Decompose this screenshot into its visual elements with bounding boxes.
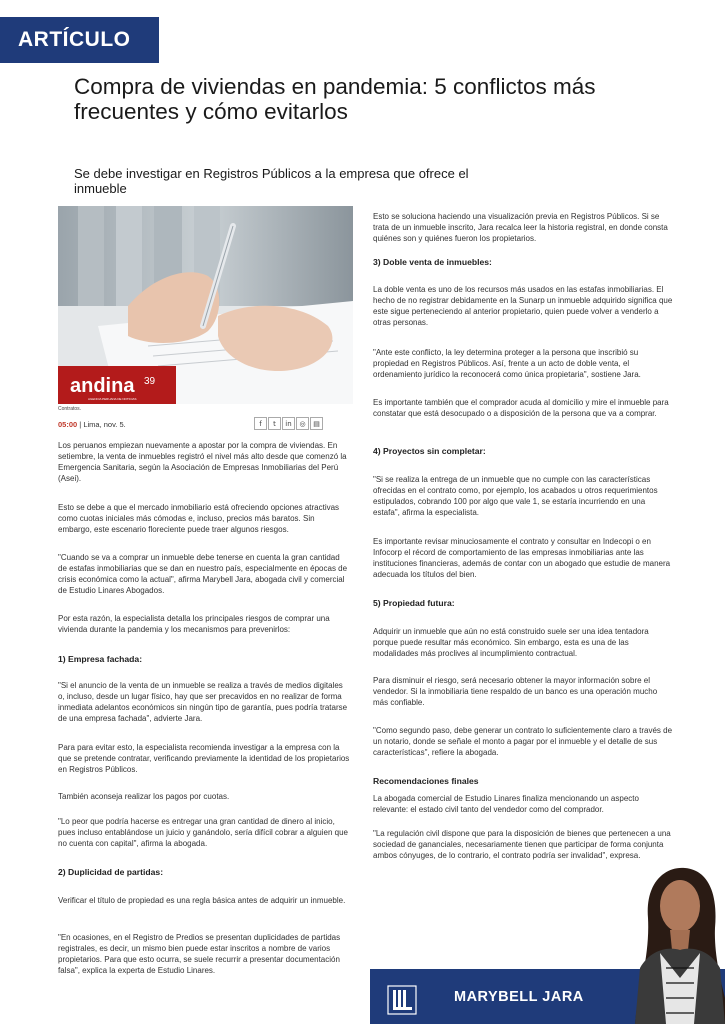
paragraph: Es importante también que el comprador acuda al domicilio y mire el inmueble para constatar que está desocupado o a disposición de la persona que va a comprar. xyxy=(373,398,669,418)
estudio-linares-logo-icon xyxy=(387,985,417,1015)
paragraph: "Si se realiza la entrega de un inmueble que no cumple con las características ofrecidas en el contrato como, por ejemplo, los acabados u otros requerimientos estipulados, cobrando 100 por algo que vale 1, se estaría incurriendo en una estafa", afirma la especialista. xyxy=(373,475,658,517)
twitter-icon[interactable]: t xyxy=(268,417,281,430)
paragraph: La abogada comercial de Estudio Linares finaliza mencionando un aspecto relevante: el estado civil tanto del vendedor como del comprador. xyxy=(373,794,639,814)
section-label: ARTÍCULO xyxy=(0,17,159,63)
paragraph: "La regulación civil dispone que para la disposición de bienes que pertenecen a una sociedad de gananciales, necesariamente tienen que participar de forma conjunta ambos cónyuges, de lo contrario, el contrato podría ser invalidad", expresa. xyxy=(373,829,671,860)
facebook-icon[interactable]: f xyxy=(254,417,267,430)
dateline-time: 05:00 xyxy=(58,420,78,429)
linkedin-icon[interactable]: in xyxy=(282,417,295,430)
paragraph: Para para evitar esto, la especialista recomienda investigar a la empresa con la que se pretende contratar, verificando previamente la identidad de los propietarios en Registros Públicos. xyxy=(58,743,350,774)
contract-signing-illustration xyxy=(58,206,353,404)
andina-logo-tagline: AGENCIA PERUANA DE NOTICIAS xyxy=(88,397,137,401)
paragraph: "En ocasiones, en el Registro de Predios se presentan duplicidades de partidas registrales, es decir, un mismo bien puede estar inscritos a nombre de varios propietarios. Para que esto ocurra, se suele recurrir a presentar documentación falsa", explica la experta de Estudio Linares. xyxy=(58,933,341,975)
section-heading: Recomendaciones finales xyxy=(373,776,479,786)
article-photo xyxy=(58,206,353,404)
paragraph: Para disminuir el riesgo, será necesario obtener la mayor información sobre el vendedor. Si la inmobiliaria tiene respaldo de un banco es una operación mucho más confiable. xyxy=(373,676,658,707)
section-heading: 5) Propiedad futura: xyxy=(373,598,455,608)
paragraph: Los peruanos empiezan nuevamente a apostar por la compra de viviendas. En setiembre, la venta de inmuebles registró el nivel más alto desde que comenzó la Emergencia Sanitaria, según la Asociación de Empresas Inmobiliarias del Perú (Asei). xyxy=(58,441,347,483)
author-name: MARYBELL JARA xyxy=(454,989,584,1005)
paragraph: Por esta razón, la especialista detalla los principales riesgos de comprar una vivienda durante la pandemia y los mecanismos para prevenirlos: xyxy=(58,614,330,634)
section-heading: 4) Proyectos sin completar: xyxy=(373,446,486,456)
paragraph: "Cuando se va a comprar un inmueble debe tenerse en cuenta la gran cantidad de estafas inmobiliarias que se dan en nuestro país, especialmente en épocas de crisis económica como la actual", afirma Marybell Jara, abogada civil y comercial de Estudio Linares Abogados. xyxy=(58,553,348,595)
share-bar xyxy=(254,417,323,430)
paragraph: La doble venta es uno de los recursos más usados en las estafas inmobiliarias. El hecho de no registrar debidamente en la Sunarp un inmueble adquirido significa que este sigue perteneciendo al anterior propietario, quien puede volver a venderlo a otras personas. xyxy=(373,285,673,327)
paragraph: Esto se soluciona haciendo una visualización previa en Registros Públicos. Si se trata de un inmueble inscrito, Jara recalca leer la historia registral, en donde consta quiénes son y quiénes fueron los propietarios. xyxy=(373,212,668,243)
andina-logo-number: 39 xyxy=(144,376,156,387)
andina-logo-text: andina xyxy=(70,375,135,397)
paragraph: "Si el anuncio de la venta de un inmueble se realiza a través de medios digitales o, incluso, desde un lugar físico, hay que ser precavidos en no realizar de forma inmediata adelantos económicos sin ningún tipo de garantía, pues podría tratarse de una empresa fachada", advierte Jara. xyxy=(58,681,348,723)
print-icon[interactable]: ▤ xyxy=(310,417,323,430)
section-heading: 2) Duplicidad de partidas: xyxy=(58,867,164,877)
paragraph: "Ante este conflicto, la ley determina proteger a la persona que inscribió su propiedad en Registros Públicos. Así, frente a un acto de doble venta, el ordenamiento jurídico la reconocerá como única propietaria", sostiene Jara. xyxy=(373,348,641,379)
article-subtitle: Se debe investigar en Registros Públicos a la empresa que ofrece el inmueble xyxy=(74,166,469,196)
paragraph: Es importante revisar minuciosamente el contrato y consultar en Indecopi o en Infocorp el récord de comportamiento de las empresas inmobiliarias ante las instituciones financieras, además de contar con un abogado que estudie de manera adecuada los títulos del bien. xyxy=(373,537,671,579)
author-portrait xyxy=(630,858,725,1024)
section-heading: 3) Doble venta de inmuebles: xyxy=(373,257,492,267)
paragraph: También aconseja realizar los pagos por cuotas. xyxy=(58,792,230,801)
dateline xyxy=(58,420,126,429)
section-heading: 1) Empresa fachada: xyxy=(58,654,143,664)
paragraph: Adquirir un inmueble que aún no está construido suele ser una idea tentadora porque puede resultar más económico. Sin embargo, esta es una de las modalidades más proclives al incumplimiento contractual. xyxy=(373,627,649,658)
paragraph: "Lo peor que podría hacerse es entregar una gran cantidad de dinero al inicio, pues incluso entablándose un juicio y ganándolo, sería difícil cobrar a alguien que no cuenta con capital", afirma la abogada. xyxy=(58,817,348,848)
photo-caption: Contratos. xyxy=(58,406,82,412)
article-title: Compra de viviendas en pandemia: 5 conflictos más frecuentes y cómo evitarlos xyxy=(74,74,596,124)
whatsapp-icon[interactable]: ◎ xyxy=(296,417,309,430)
paragraph: Verificar el título de propiedad es una regla básica antes de adquirir un inmueble. xyxy=(58,896,346,905)
paragraph: "Como segundo paso, debe generar un contrato lo suficientemente claro a través de un notario, donde se señale el monto a pagar por el inmueble y el detalle de sus características", refiere la abogada. xyxy=(373,726,673,757)
dateline-place: | Lima, nov. 5. xyxy=(79,420,126,429)
paragraph: Esto se debe a que el mercado inmobiliario está ofreciendo opciones atractivas como cuotas iniciales más cómodas e, incluso, precios más baratos. Sin embargo, este escenario floreciente puede traer algunos riesgos. xyxy=(58,503,340,534)
